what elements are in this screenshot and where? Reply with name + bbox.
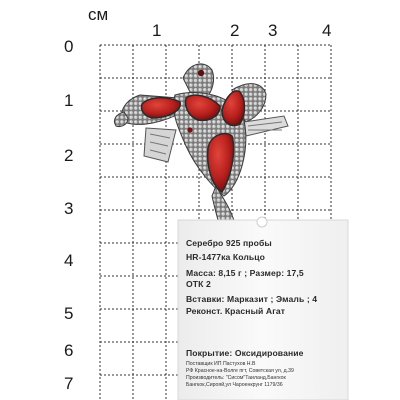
ruler-label-y4: 4 — [64, 251, 74, 270]
ruler-label-y5: 5 — [64, 304, 74, 323]
ruler-label-y7: 7 — [64, 374, 74, 393]
ruler-label-y1: 1 — [64, 91, 74, 110]
tag-coating-line: Покрытие: Оксидирование — [186, 348, 304, 358]
ruler-label-y2: 2 — [64, 146, 74, 165]
tag-supplier-line: Поставщик ИП Пастухов Н.В — [186, 361, 256, 367]
ruler-label-y6: 6 — [64, 341, 74, 360]
ruler-label-x2: 2 — [230, 21, 240, 40]
tag-manufacturer-line: Производитель: "Сисом"Таиланд,Бангкок — [186, 375, 286, 381]
ruler-unit: см — [88, 5, 109, 24]
ruler-label-x4: 4 — [322, 21, 332, 40]
tag-metal-line: Серебро 925 пробы — [186, 238, 272, 248]
tag-sku-line: HR-1477ка Кольцо — [186, 252, 266, 262]
ruler-label-x1: 1 — [152, 21, 162, 40]
ruler-label-y0: 0 — [64, 37, 74, 56]
ruler-label-y3: 3 — [64, 199, 74, 218]
tag-inserts-line: Вставки: Марказит ; Эмаль ; 4 — [186, 294, 318, 304]
tag-address-line: РФ Красное-на-Волге пгт, Советская ул, д.39 — [186, 368, 294, 374]
ruler-label-x3: 3 — [268, 21, 278, 40]
tag-otk-line: ОТК 2 — [186, 279, 211, 289]
tag-manufacturer-address-line: Бангкок,Сирояй,ул Чароенкрунг 1179/36 — [186, 382, 283, 388]
tag-stone-line: Реконст. Красный Агат — [186, 306, 286, 316]
tag-weight-size-line: Масса: 8,15 г ; Размер: 17,5 — [186, 268, 304, 278]
